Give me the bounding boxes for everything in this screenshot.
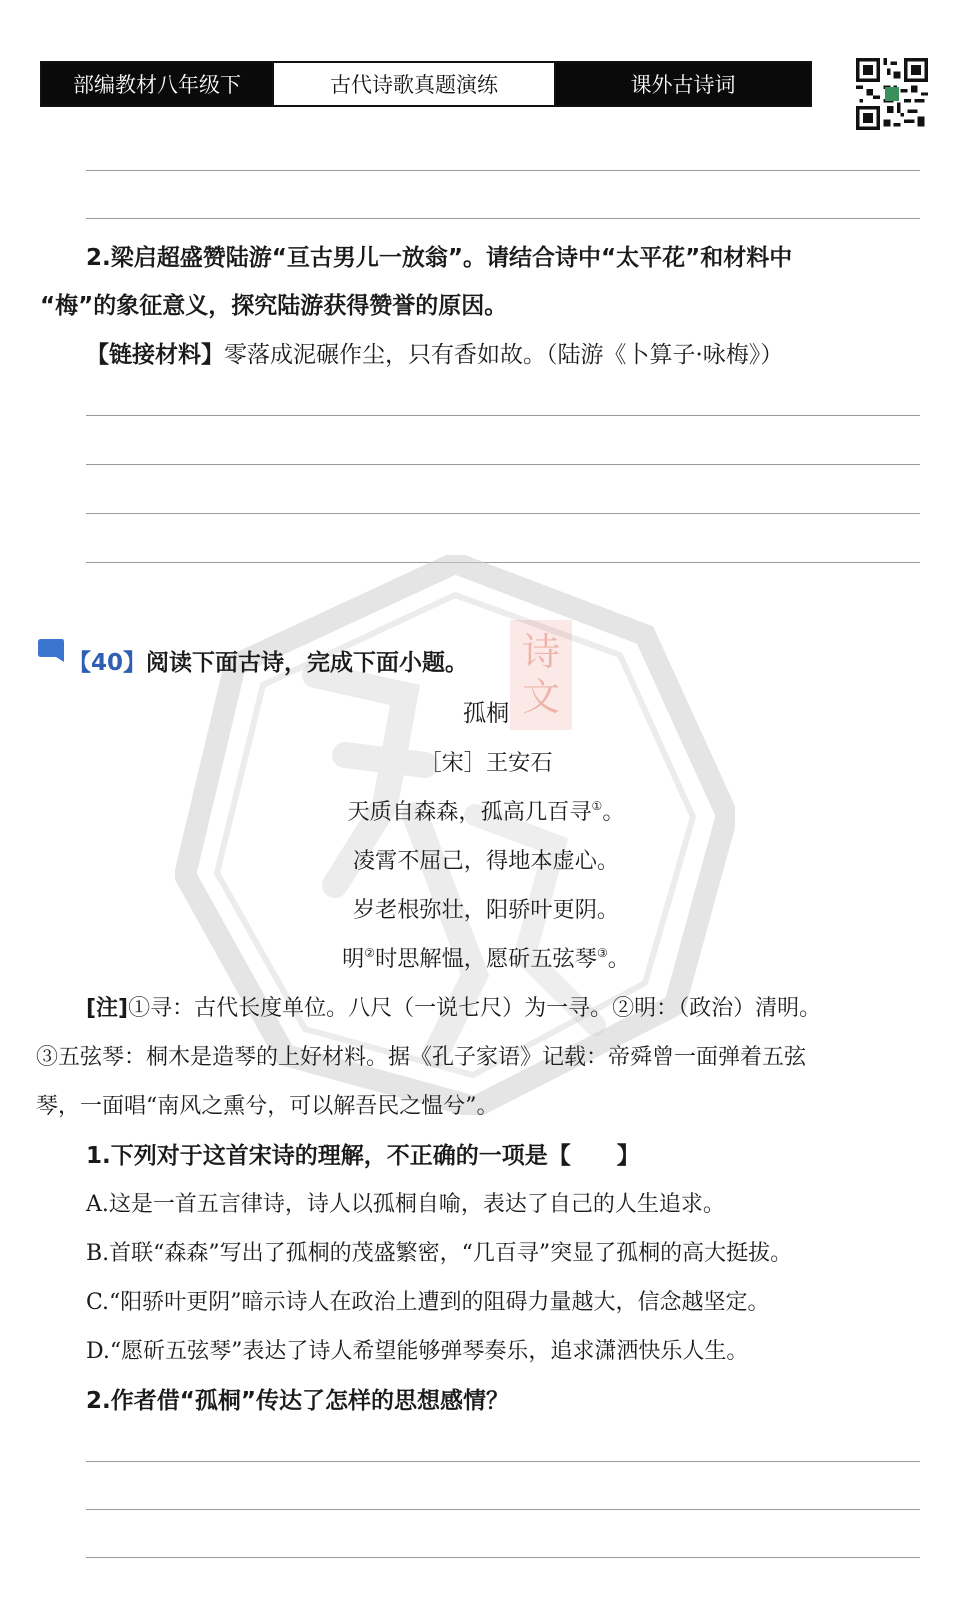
header-section: 课外古诗词 [556,63,810,105]
watermark-seal-char-2: 文 [521,675,561,719]
answer-line [86,1557,920,1558]
notes-line-2: ③五弦琴：桐木是造琴的上好材料。据《孔子家语》记载：帝舜曾一面弹着五弦 [36,1045,807,1070]
notes-line-3: 琴，一面唱“南风之熏兮，可以解吾民之愠兮”。 [36,1094,499,1119]
qr-code-icon [856,58,928,130]
note-ref-3: ③ [596,946,608,960]
bookmark-icon [36,638,66,664]
question-1-option-c: C.“阳骄叶更阴”暗示诗人在政治上遭到的阻碍力量越大，信念越坚定。 [86,1290,770,1315]
poem-line-4-end: 。 [607,946,630,972]
question-2-line2: “梅”的象征意义，探究陆游获得赞誉的原因。 [40,293,508,319]
notes-line-1-text: ①寻：古代长度单位。八尺（一说七尺）为一寻。②明：（政治）清明。 [128,996,822,1021]
answer-line [86,1509,920,1510]
note-ref-1: ① [591,799,603,813]
poem-line-2: 凌霄不屈己，得地本虚心。 [352,848,620,874]
answer-line [86,170,920,171]
link-material-text: 零落成泥碾作尘，只有香如故。（陆游《卜算子·咏梅》） [224,342,784,368]
section-instruction: 阅读下面古诗，完成下面小题。 [146,650,469,676]
answer-line [86,513,920,514]
answer-line [86,415,920,416]
poem-line-1-end: 。 [602,799,625,825]
section-bracket-open: 【 [68,650,91,676]
question-1-stem: 1.下列对于这首宋诗的理解，不正确的一项是【 】 [86,1143,640,1169]
question-1-option-a: A.这是一首五言律诗，诗人以孤桐自喻，表达了自己的人生追求。 [86,1192,725,1217]
answer-line [86,218,920,219]
link-material [86,340,783,370]
section-heading [68,648,468,678]
poem-line-3: 岁老根弥壮，阳骄叶更阴。 [352,897,620,923]
poem-line-4 [0,944,972,974]
watermark-seal-char-1: 诗 [521,630,561,674]
question-1-option-b: B.首联“森森”写出了孤桐的茂盛繁密，“几百寻”突显了孤桐的高大挺拔。 [86,1241,793,1266]
section-bracket-close: 】 [123,650,147,676]
watermark-seal [175,555,735,1115]
section-number: 40 [91,650,124,676]
poem-line-4-a: 明 [342,946,365,972]
note-ref-2: ② [364,946,376,960]
question-2-stem: 2.作者借“孤桐”传达了怎样的思想感情？ [86,1388,509,1414]
answer-line [86,1461,920,1462]
question-2-line1: 2.梁启超盛赞陆游“亘古男儿一放翁”。请结合诗中“太平花”和材料中 [86,245,793,271]
notes-label: [注] [86,996,129,1021]
poem-line-1 [0,797,972,827]
header-bar [40,61,812,107]
poem-line-1-text: 天质自森森，孤高几百寻 [347,799,592,825]
answer-line [86,464,920,465]
notes-line-1 [86,994,821,1024]
poem-title: 孤桐 [462,700,510,727]
question-1-option-d: D.“愿斫五弦琴”表达了诗人希望能够弹琴奏乐，追求潇洒快乐人生。 [86,1339,749,1364]
header-grade: 部编教材八年级下 [42,63,272,105]
link-material-label: 【链接材料】 [86,342,224,368]
poem-line-4-b: 时思解愠，愿斫五弦琴 [375,946,597,972]
poem-author: ［宋］王安石 [419,750,553,776]
header-title: 古代诗歌真题演练 [272,63,556,105]
answer-line [86,562,920,563]
